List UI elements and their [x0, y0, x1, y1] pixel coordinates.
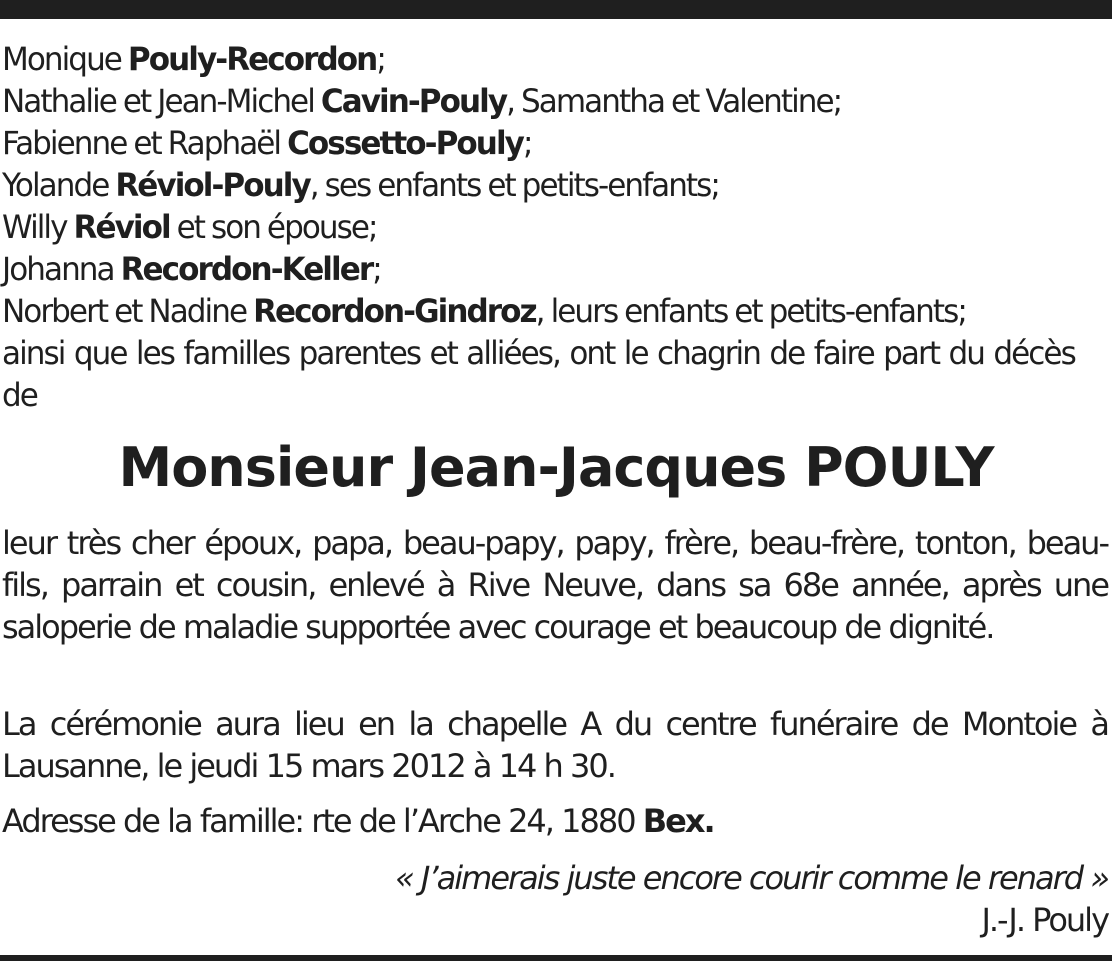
family-line: Nathalie et Jean-Michel Cavin-Pouly, Samantha et Valentine;: [2, 82, 842, 120]
announcement-text: ainsi que les familles parentes et alliées, ont le chagrin de faire part du décès de: [2, 334, 1075, 414]
ceremony-text: La cérémonie aura lieu en la chapelle A du centre funéraire de Montoie à Lausanne, le jeudi 15 mars 2012 à 14 h 30.: [2, 705, 1108, 785]
deceased-name: Monsieur Jean-Jacques POULY: [118, 436, 994, 499]
family-line: Monique Pouly-Recordon;: [2, 40, 385, 78]
family-line: Yolande Réviol-Pouly, ses enfants et petits-enfants;: [2, 166, 719, 204]
description-text: leur très cher époux, papa, beau-papy, papy, frère, beau-frère, tonton, beau-fils, parrain et cousin, enlevé à Rive Neuve, dans sa 68e année, après une saloperie de maladie supportée avec courage et beaucoup de dignité.: [2, 524, 1108, 646]
family-line: Johanna Recordon-Keller;: [2, 250, 381, 288]
bottom-rule: [0, 955, 1112, 961]
family-line: Norbert et Nadine Recordon-Gindroz, leurs enfants et petits-enfants;: [2, 292, 966, 330]
quote-signature: J.-J. Pouly: [981, 901, 1108, 939]
family-list: [2, 38, 1075, 416]
family-line: Willy Réviol et son épouse;: [2, 208, 377, 246]
family-address: Adresse de la famille: rte de l’Arche 24, 1880 Bex.: [2, 802, 714, 840]
family-line: Fabienne et Raphaël Cossetto-Pouly;: [2, 124, 532, 162]
epitaph-quote: « J’aimerais juste encore courir comme le renard »: [395, 859, 1108, 897]
top-rule: [0, 0, 1112, 19]
